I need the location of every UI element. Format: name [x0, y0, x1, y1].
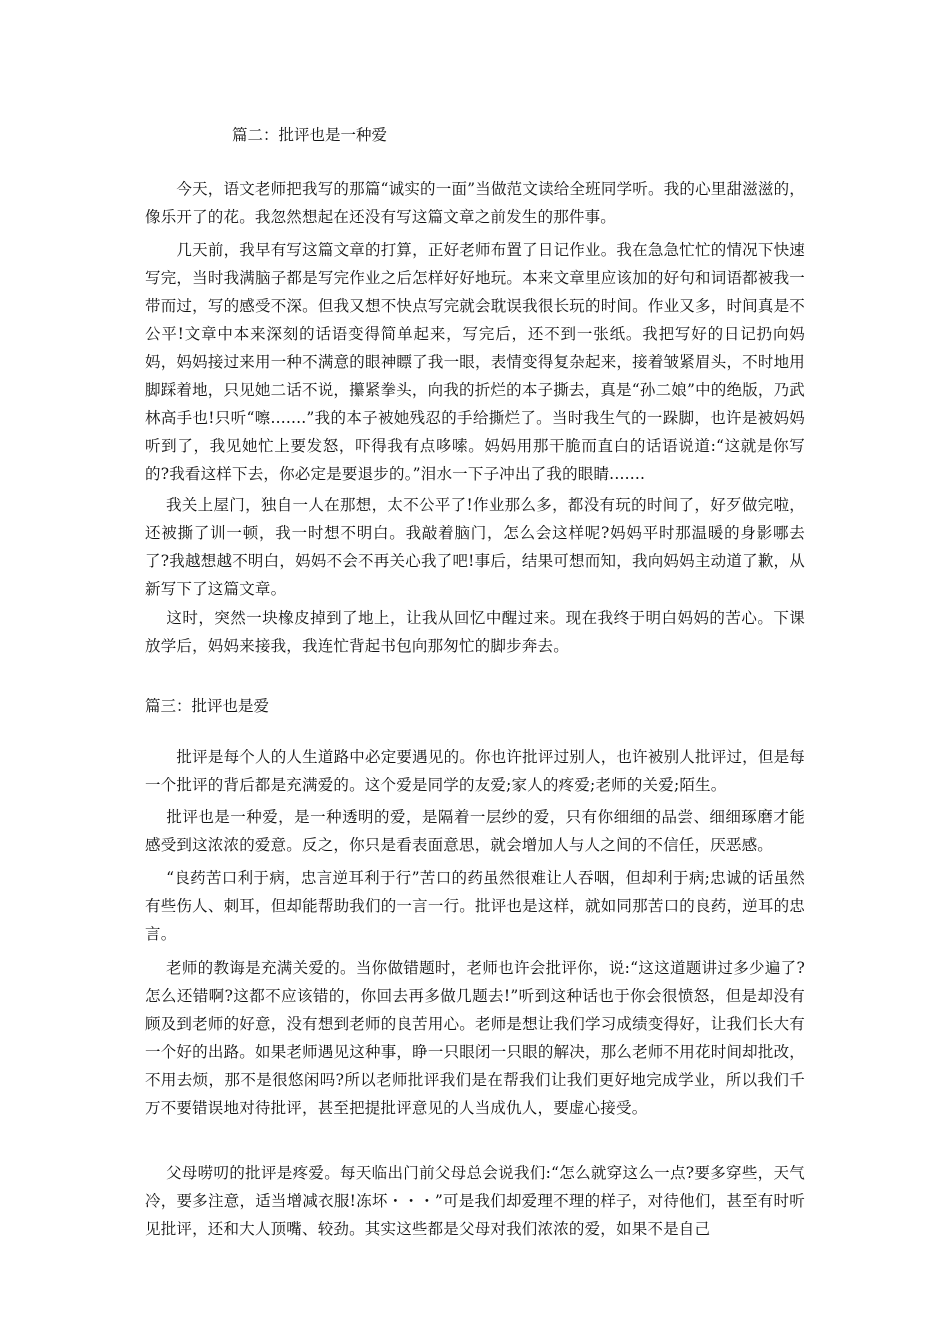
- section2-paragraph-2: 几天前，我早有写这篇文章的打算，正好老师布置了日记作业。我在急急忙忙的情况下快速写完，当时我满脑子都是写完作业之后怎样好好地玩。本来文章里应该加的好句和词语都被我一带而过，写的感受不深。但我又想不快点写完就会耽误我很长玩的时间。作业又多，时间真是不公平!文章中本来深刻的话语变得简单起来，写完后，还不到一张纸。我把写好的日记扔向妈妈，妈妈接过来用一种不满意的眼神瞟了我一眼，表情变得复杂起来，接着皱紧眉头，不时地用脚踩着地，只见她二话不说，攥紧拳头，向我的折烂的本子撕去，真是“孙二娘”中的绝版，乃武林高手也!只听“嚓.......”我的本子被她残忍的手给撕烂了。当时我生气的一跺脚，也许是被妈妈听到了，我见她忙上要发怒，吓得我有点哆嗦。妈妈用那干脆而直白的话语说道:“这就是你写的?我看这样下去，你必定是要退步的。”泪水一下子冲出了我的眼睛.......: [145, 241, 805, 483]
- section3-paragraph-5: 父母唠叨的批评是疼爱。每天临出门前父母总会说我们:“怎么就穿这么一点?要多穿些，天气冷，要多注意，适当增减衣服!冻坏・・・”可是我们却爱理不理的样子，对待他们，甚至有时听见批评，还和大人顶嘴、较劲。其实这些都是父母对我们浓浓的爱，如果不是自己: [145, 1164, 805, 1238]
- section2-title: 篇二：批评也是一种爱: [232, 126, 388, 144]
- section2-paragraph-4: 这时，突然一块橡皮掉到了地上，让我从回忆中醒过来。现在我终于明白妈妈的苦心。下课放学后，妈妈来接我，我连忙背起书包向那匆忙的脚步奔去。: [145, 609, 805, 655]
- section3-paragraph-2: 批评也是一种爱，是一种透明的爱，是隔着一层纱的爱，只有你细细的品尝、细细琢磨才能感受到这浓浓的爱意。反之，你只是看表面意思，就会增加人与人之间的不信任，厌恶感。: [145, 808, 805, 854]
- section2-paragraph-1: 今天，语文老师把我写的那篇“诚实的一面”当做范文读给全班同学听。我的心里甜滋滋的，像乐开了的花。我忽然想起在还没有写这篇文章之前发生的那件事。: [145, 180, 805, 226]
- section2-paragraph-3: 我关上屋门，独自一人在那想，太不公平了!作业那么多，都没有玩的时间了，好歹做完啦，还被撕了训一顿，我一时想不明白。我敲着脑门，怎么会这样呢?妈妈平时那温暖的身影哪去了?我越想越不明白，妈妈不会不再关心我了吧!事后，结果可想而知，我向妈妈主动道了歉，从新写下了这篇文章。: [145, 496, 805, 598]
- section3-title: 篇三：批评也是爱: [145, 697, 270, 715]
- section3-paragraph-3: “良药苦口利于病，忠言逆耳利于行”苦口的药虽然很难让人吞咽，但却利于病;忠诚的话虽然有些伤人、刺耳，但却能帮助我们的一言一行。批评也是这样，就如同那苦口的良药，逆耳的忠言。: [145, 869, 805, 943]
- section3-paragraph-1: 批评是每个人的人生道路中必定要遇见的。你也许批评过别人，也许被别人批评过，但是每一个批评的背后都是充满爱的。这个爱是同学的友爱;家人的疼爱;老师的关爱;陌生。: [145, 748, 805, 794]
- section3-paragraph-4: 老师的教诲是充满关爱的。当你做错题时，老师也许会批评你，说:“这这道题讲过多少遍了?怎么还错啊?这都不应该错的，你回去再多做几题去!”听到这种话也于你会很愤怒，但是却没有顾及到老师的好意，没有想到老师的良苦用心。老师是想让我们学习成绩变得好，让我们长大有一个好的出路。如果老师遇见这种事，睁一只眼闭一只眼的解决，那么老师不用花时间却批改，不用去烦，那不是很悠闲吗?所以老师批评我们是在帮我们让我们更好地完成学业，所以我们千万不要错误地对待批评，甚至把提批评意见的人当成仇人，要虚心接受。: [145, 959, 805, 1117]
